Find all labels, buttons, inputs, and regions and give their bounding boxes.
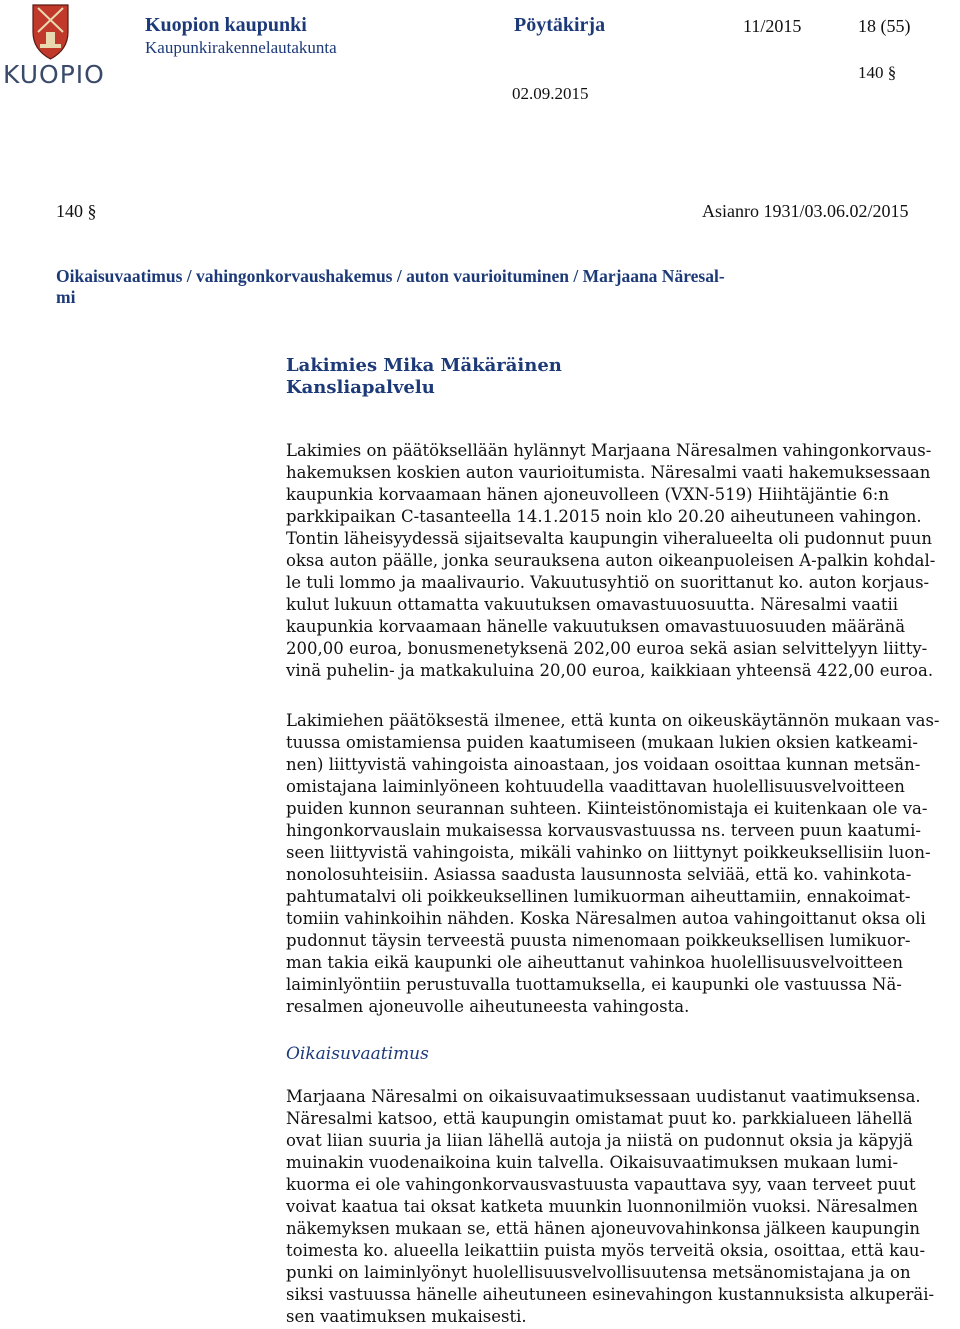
header-section-number: 140 § — [858, 63, 897, 82]
paragraph-line: pahtumatalvi oli poikkeuksellinen lumikuorman aiheuttamiin, ennakoimat- — [286, 887, 911, 906]
document-type: Pöytäkirja — [514, 14, 606, 36]
preparer-name: Lakimies Mika Mäkäräinen — [286, 355, 562, 376]
coat-of-arms-icon — [0, 2, 102, 62]
paragraph-line: 200,00 euroa, bonusmenetyksenä 202,00 euroa sekä asian selvittelyyn liitty- — [286, 639, 928, 658]
paragraph-line: kulut lukuun ottamatta vakuutuksen omavastuuosuutta. Näresalmi vaatii — [286, 595, 899, 614]
paragraph-line: punki on laiminlyönyt huolellisuusvelvollisuutensa metsänomistajana ja on — [286, 1263, 911, 1282]
case-number: Asianro 1931/03.06.02/2015 — [702, 201, 909, 221]
city-logo — [0, 2, 105, 98]
paragraph-line: kuorma ei ole vahingonkorvausvastuusta vapauttava syy, vaan terveet puut — [286, 1175, 916, 1194]
page-info: 18 (55) — [858, 16, 911, 36]
paragraph-line: pudonnut täysin terveestä puusta nimenomaan poikkeuksellisen lumikuor- — [286, 931, 911, 950]
paragraph-line: resalmen ajoneuvolle aiheutuneesta vahingosta. — [286, 997, 690, 1016]
paragraph-line: le tuli lommo ja maalivaurio. Vakuutusyhtiö on suorittanut ko. auton korjaus- — [286, 573, 930, 592]
board-name: Kaupunkirakennelautakunta — [145, 38, 337, 57]
paragraph-line: hakemuksen koskien auton vaurioitumista. Näresalmi vaati hakemuksessaan — [286, 463, 931, 482]
paragraph-line: sen vaatimuksen mukaisesti. — [286, 1307, 527, 1326]
paragraph-line: Näresalmi katsoo, että kaupungin omistamat puut ko. parkkialueen lähellä — [286, 1109, 913, 1128]
paragraph-line: tuussa omistamiensa puiden kaatumiseen (mukaan lukien oksien katkeami- — [286, 733, 918, 752]
paragraph-line: Tontin läheisyydessä sijaitsevalta kaupungin viheralueelta oli pudonnut puun — [286, 529, 933, 548]
section-title: Oikaisuvaatimus / vahingonkorvaushakemus / auton vaurioituminen / Marjaana Näresal- — [56, 266, 725, 286]
paragraph-line: man takia eikä kaupunki ole aiheuttanut vahinkoa huolellisuusvelvoitteen — [286, 953, 903, 972]
paragraph-1 — [286, 440, 960, 682]
paragraph-line: Marjaana Näresalmi on oikaisuvaatimuksessaan uudistanut vaatimuksensa. — [286, 1087, 921, 1106]
paragraph-line: parkkipaikan C-tasanteella 14.1.2015 noin klo 20.20 aiheutuneen vahingon. — [286, 507, 922, 526]
organization-name: Kuopion kaupunki — [145, 14, 307, 36]
paragraph-line: seen liittyvistä vahingoista, mikäli vahinko on liittynyt poikkeuksellisiin luon- — [286, 843, 931, 862]
paragraph-line: kaupunkia korvaamaan hänelle vakuutuksen omavastuuosuuden määränä — [286, 617, 906, 636]
paragraph-line: toimesta ko. alueella leikattiin puista myös terveitä oksia, osoittaa, että kau- — [286, 1241, 926, 1260]
paragraph-line: muinakin vuodenaikoina kuin talvella. Oikaisuvaatimuksen mukaan lumi- — [286, 1153, 899, 1172]
paragraph-2 — [286, 710, 960, 1018]
subheading-appeal: Oikaisuvaatimus — [286, 1044, 429, 1064]
paragraph-line: laiminlyöntiin perustuvalla tuottamuksella, ei kaupunki ole vastuussa Nä- — [286, 975, 902, 994]
paragraph-line: puiden kunnon seurannan suhteen. Kiinteistönomistaja ei kuitenkaan ole va- — [286, 799, 928, 818]
paragraph-line: näkemyksen mukaan se, että hänen ajoneuvovahinkonsa jälkeen kaupungin — [286, 1219, 921, 1238]
section-title-continued: mi — [56, 287, 76, 307]
paragraph-line: tomiin vahinkoihin nähden. Koska Näresalmen autoa vahingoittanut oksa oli — [286, 909, 926, 928]
paragraph-line: kaupunkia korvaamaan hänen ajoneuvolleen (VXN-519) Hiihtäjäntie 6:n — [286, 485, 889, 504]
paragraph-line: vinä puhelin- ja matkakuluina 20,00 euroa, kaikkiaan yhteensä 422,00 euroa. — [286, 661, 934, 680]
paragraph-line: siksi vastuussa hänelle aiheutuneen esinevahingon kustannuksista alkuperäi- — [286, 1285, 935, 1304]
preparer-unit: Kansliapalvelu — [286, 377, 435, 398]
paragraph-line: ovat liian suuria ja liian lähellä autoja ja niistä on pudonnut oksia ja käpyjä — [286, 1131, 914, 1150]
paragraph-line: nen) liittyvistä vahingoista ainoastaan, jos voidaan osoittaa kunnan metsän- — [286, 755, 921, 774]
meeting-date: 02.09.2015 — [512, 84, 589, 103]
paragraph-line: hingonkorvauslain mukaisessa korvausvastuussa ns. terveen puun kaatumi- — [286, 821, 921, 840]
paragraph-line: voivat kaatua tai oksat katketa muunkin luonnonilmiön vuoksi. Näresalmen — [286, 1197, 918, 1216]
section-number: 140 § — [56, 201, 97, 221]
paragraph-3 — [286, 1086, 960, 1328]
paragraph-line: Lakimiehen päätöksestä ilmenee, että kunta on oikeuskäytännön mukaan vas- — [286, 711, 940, 730]
logo-wordmark: KUOPIO — [3, 60, 105, 89]
paragraph-line: Lakimies on päätöksellään hylännyt Marjaana Näresalmen vahingonkorvaus- — [286, 441, 932, 460]
paragraph-line: omistajana laiminlyöneen kohtuudella vaadittavan huolellisuusvelvoitteen — [286, 777, 905, 796]
paragraph-line: nonolosuhteisiin. Asiassa saadusta lausunnosta selviää, että ko. vahinkota- — [286, 865, 912, 884]
paragraph-line: oksa auton päälle, jonka seurauksena auton oikeanpuoleisen A-palkin kohdal- — [286, 551, 936, 570]
document-number: 11/2015 — [743, 16, 802, 36]
